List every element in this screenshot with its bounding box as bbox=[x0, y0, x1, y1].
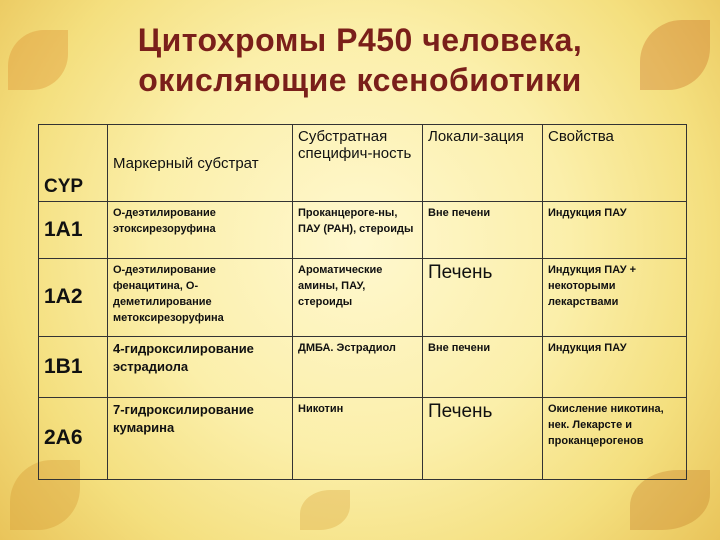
localization: Печень bbox=[423, 258, 543, 336]
table-row bbox=[39, 258, 687, 336]
properties: Индукция ПАУ bbox=[543, 202, 687, 258]
table-header-row bbox=[39, 125, 687, 202]
substrate-specificity: Никотин bbox=[293, 397, 423, 480]
marker-substrate: 7-гидроксилирование кумарина bbox=[108, 397, 293, 480]
marker-substrate: 4-гидроксилирование эстрадиола bbox=[108, 337, 293, 397]
cyp-code: 1A1 bbox=[39, 202, 108, 258]
title-line-1: Цитохромы Р450 человека, bbox=[137, 22, 583, 58]
localization: Вне печени bbox=[423, 337, 543, 397]
localization: Вне печени bbox=[423, 202, 543, 258]
properties: Индукция ПАУ + некоторыми лекарствами bbox=[543, 258, 687, 336]
table-row bbox=[39, 337, 687, 397]
cyp-code: 2A6 bbox=[39, 397, 108, 480]
substrate-specificity: Ароматические амины, ПАУ, стероиды bbox=[293, 258, 423, 336]
leaf-decoration bbox=[300, 490, 350, 530]
properties: Окисление никотина, нек. Лекарсте и проканцерогенов bbox=[543, 397, 687, 480]
header-substrate-specificity: Субстратная специфич-ность bbox=[293, 125, 423, 202]
marker-substrate: О-деэтилирование фенацитина, О-деметилирование метоксирезоруфина bbox=[108, 258, 293, 336]
header-marker-substrate: Маркерный субстрат bbox=[108, 125, 293, 202]
properties: Индукция ПАУ bbox=[543, 337, 687, 397]
header-localization: Локали-зация bbox=[423, 125, 543, 202]
header-properties: Свойства bbox=[543, 125, 687, 202]
header-cyp: CYP bbox=[39, 125, 108, 202]
cyp-table bbox=[38, 124, 687, 480]
substrate-specificity: Проканцероге-ны, ПАУ (PAH), стероиды bbox=[293, 202, 423, 258]
localization: Печень bbox=[423, 397, 543, 480]
marker-substrate: О-деэтилирование этоксирезоруфина bbox=[108, 202, 293, 258]
table-row bbox=[39, 397, 687, 480]
cyp-code: 1B1 bbox=[39, 337, 108, 397]
table-row bbox=[39, 202, 687, 258]
title-line-2: окисляющие ксенобиотики bbox=[138, 62, 582, 98]
substrate-specificity: ДМБА. Эстрадиол bbox=[293, 337, 423, 397]
slide-title bbox=[0, 20, 720, 100]
cyp-code: 1A2 bbox=[39, 258, 108, 336]
